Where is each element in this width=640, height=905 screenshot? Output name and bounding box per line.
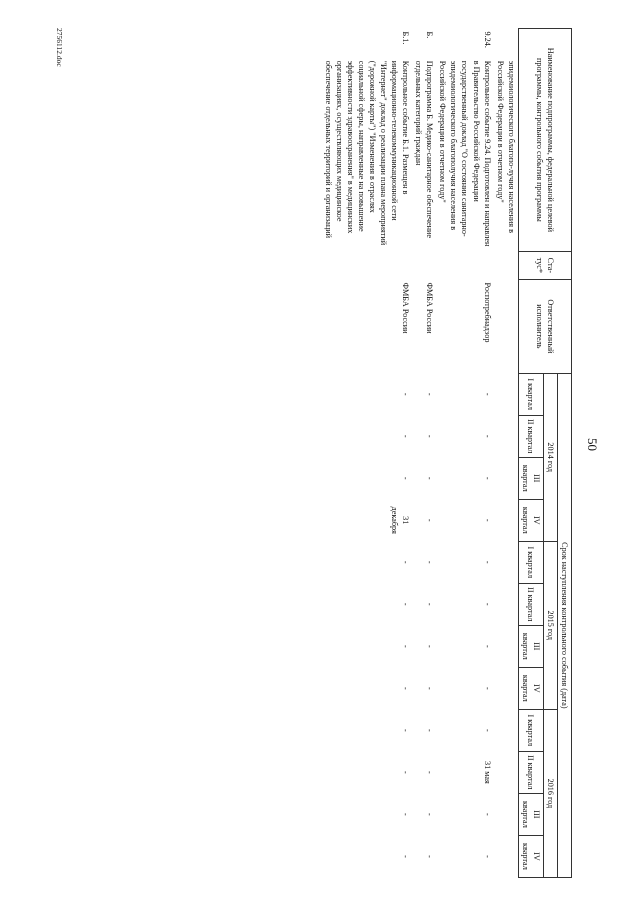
row-quarter-value: - [425,728,435,732]
table-row [436,29,493,878]
row-quarter-value: - [425,686,435,690]
row-quarter-value: - [482,602,492,606]
row-quarter-value: - [401,855,411,858]
row-name: Подпрограмма Б. Медико-санитарное обеспечение отдельных категорий граждан [414,60,435,239]
row-name: Контрольное событие 9.24. Подготовлен и направлен в Правительство Российской Федерации государственный доклад "О состоянии санитарно-эпидемиологического благополучия населения в Российской Федерации в отчетном году" [438,60,492,247]
header-quarter: I квартал [518,709,543,751]
row-quarter-value [494,793,519,835]
row-executor: Роспотребнадзор [482,282,492,343]
row-quarter-value [494,751,519,793]
footer-code: 2756112.doc [55,28,64,67]
row-quarter-value: - [482,476,492,480]
rotated-content [40,28,600,878]
row-quarter-value: - [401,602,411,606]
header-quarter: III квартал [518,457,543,499]
row-quarter-value [494,835,519,877]
row-quarter-value [494,709,519,751]
header-name: Наименование подпрограммы, федеральной целевой программы, контрольного события программы [518,29,571,252]
header-quarter: II квартал [518,751,543,793]
row-quarter-value: - [425,644,435,648]
header-year: 2015 год [543,541,557,709]
row-quarter-value: - [401,770,411,774]
header-year: 2014 год [543,373,557,541]
header-quarter: IV квартал [518,667,543,709]
control-events-table [322,28,572,878]
row-number: 9.24. [482,31,492,48]
row-quarter-value: - [482,813,492,816]
row-quarter-value: - [401,434,411,438]
row-quarter-value: - [482,518,492,522]
row-quarter-value: - [425,476,435,480]
table-row [412,29,436,878]
row-quarter-value: - [425,770,435,774]
header-quarter: II квартал [518,415,543,457]
row-quarter-value: 31 декабря [390,506,411,534]
row-quarter-value: - [425,855,435,858]
row-quarter-value: 31 мая [482,760,492,784]
row-status [412,251,436,279]
row-quarter-value: - [401,813,411,816]
row-quarter-value: - [482,644,492,648]
header-quarter: I квартал [518,541,543,583]
header-quarter: IV квартал [518,835,543,877]
row-quarter-value: - [425,518,435,522]
row-quarter-value: - [482,728,492,732]
header-year: 2016 год [543,709,557,877]
row-quarter-value: - [482,686,492,690]
row-quarter-value: - [401,392,411,396]
header-quarter: IV квартал [518,499,543,541]
row-quarter-value [494,583,519,625]
row-executor [494,280,519,374]
row-number: Б. [425,31,435,39]
row-status [436,251,493,279]
row-executor: ФМБА России [425,282,435,334]
row-name: эпидемиологического благопо-лучия населения в Российской Федерации в отчетном году" [495,60,516,233]
table-row [494,29,519,878]
row-number: Б.1. [401,31,411,45]
header-quarter: III квартал [518,625,543,667]
header-quarter: I квартал [518,373,543,415]
row-quarter-value [494,415,519,457]
row-quarter-value: - [401,728,411,732]
row-quarter-value: - [425,602,435,606]
header-status: Ста-тус* [518,251,571,279]
row-quarter-value [494,625,519,667]
row-quarter-value: - [425,434,435,438]
row-quarter-value [494,499,519,541]
row-quarter-value: - [401,476,411,480]
row-quarter-value: - [482,434,492,438]
row-quarter-value [494,457,519,499]
table-row [322,29,413,878]
header-quarter: III квартал [518,793,543,835]
row-name: Контрольное событие Б.1. Размещен в информационно-телекоммуникационной сети "Интернет" доклад о реализации плана мероприятий ("дорожной карты") "Изменения в отраслях социальной сферы, направленные на повышение эффективности здравоохранения" в медицинских организациях, осуществляющих медицинское обеспечение отдельных территорий и организаций [323,60,411,246]
row-executor: ФМБА России [401,282,411,334]
row-status [494,251,519,279]
page-number: 50 [585,438,600,451]
header-deadline: Срок наступления контрольного события (дата) [557,373,571,877]
header-quarter: II квартал [518,583,543,625]
row-status [322,251,413,279]
row-quarter-value [494,541,519,583]
row-quarter-value: - [401,644,411,648]
row-quarter-value: - [425,392,435,396]
row-quarter-value [494,373,519,415]
row-quarter-value: - [401,686,411,690]
row-quarter-value [494,667,519,709]
row-number [494,29,519,58]
row-quarter-value: - [482,560,492,564]
row-quarter-value: - [482,855,492,858]
row-quarter-value: - [425,560,435,564]
header-executor: Ответственный исполнитель [518,280,571,374]
row-quarter-value: - [482,392,492,396]
row-quarter-value: - [401,560,411,564]
row-quarter-value: - [425,813,435,816]
